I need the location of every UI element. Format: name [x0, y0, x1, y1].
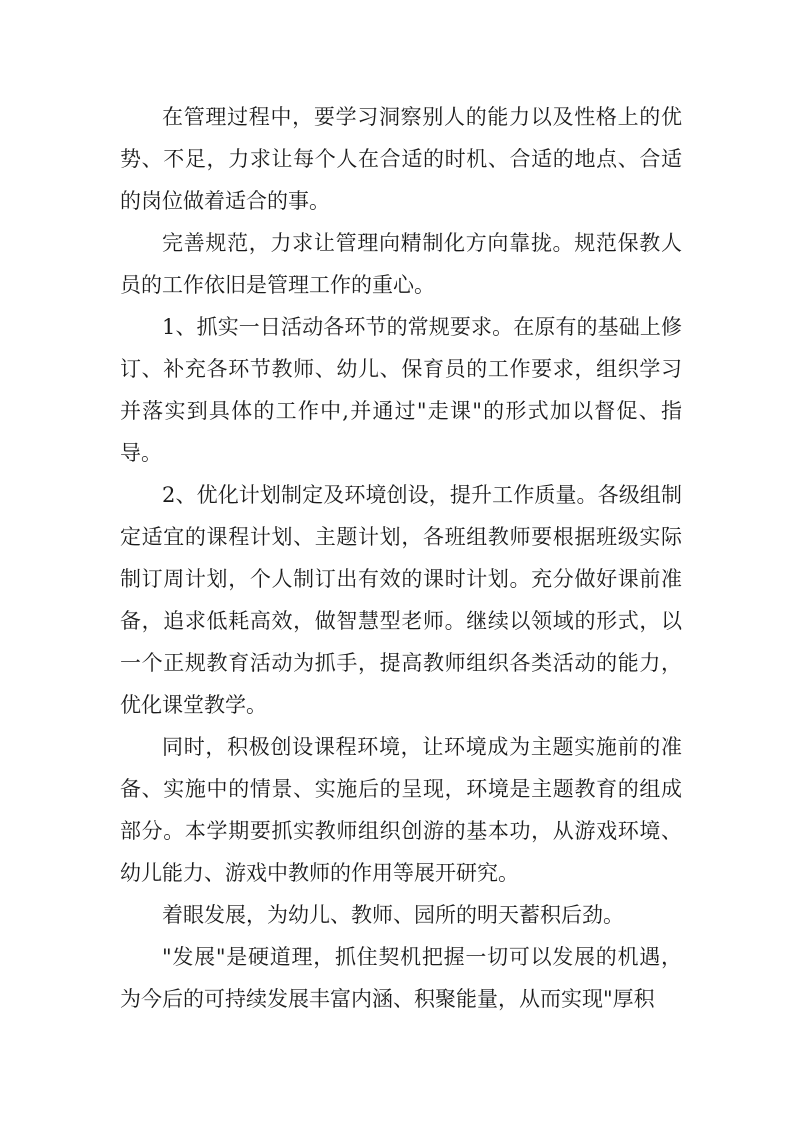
paragraph-optimize-planning: 2、优化计划制定及环境创设，提升工作质量。各级组制定适宜的课程计划、主题计划，各班组教师要根据班级实际制订周计划，个人制订出有效的课时计划。充分做好课前准备，追求低耗高效，做智慧型老师。继续以领域的形式，以一个正规教育活动为抓手，提高教师组织各类活动的能力，优化课堂教学。 [120, 483, 682, 717]
paragraph-development-principle: "发展"是硬道理，抓住契机把握一切可以发展的机遇，为今后的可持续发展丰富内涵、积聚能量，从而实现"厚积 [120, 945, 682, 1011]
paragraph-improve-standards: 完善规范，力求让管理向精制化方向靠拢。规范保教人员的工作依旧是管理工作的重心。 [120, 231, 682, 297]
paragraph-course-environment: 同时，积极创设课程环境，让环境成为主题实施前的准备、实施中的情景、实施后的呈现，环境是主题教育的组成部分。本学期要抓实教师组织创游的基本功，从游戏环境、幼儿能力、游戏中教师的作用等展开研究。 [120, 735, 682, 885]
paragraph-daily-activities: 1、抓实一日活动各环节的常规要求。在原有的基础上修订、补充各环节教师、幼儿、保育员的工作要求，组织学习并落实到具体的工作中,并通过"走课"的形式加以督促、指导。 [120, 315, 682, 465]
paragraph-management-process: 在管理过程中，要学习洞察别人的能力以及性格上的优势、不足，力求让每个人在合适的时机、合适的地点、合适的岗位做着适合的事。 [120, 105, 682, 213]
paragraph-focus-development: 着眼发展，为幼儿、教师、园所的明天蓄积后劲。 [162, 903, 624, 927]
document-body [120, 96, 682, 1020]
